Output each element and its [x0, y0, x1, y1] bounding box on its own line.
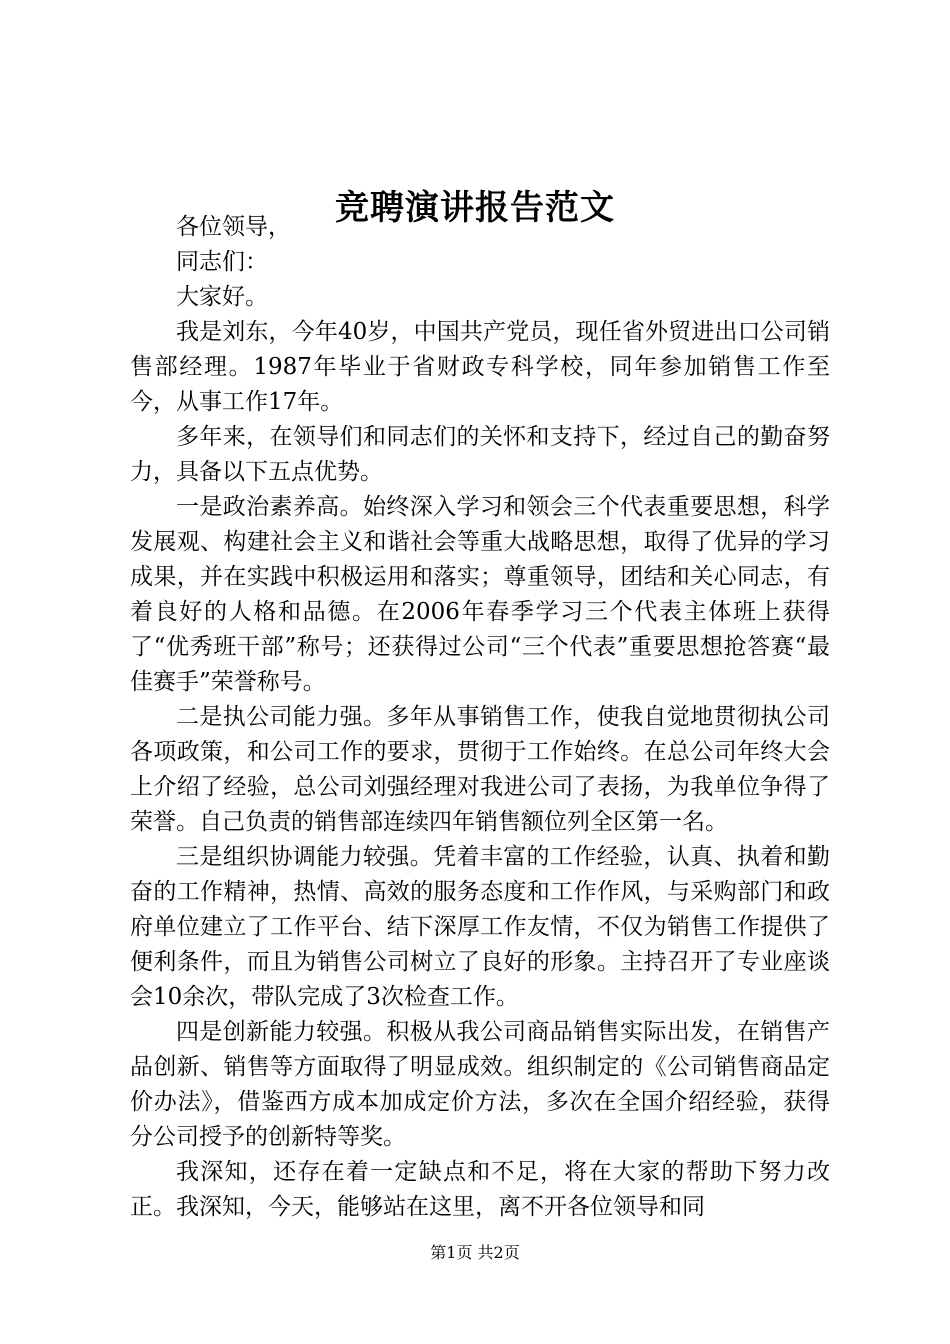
page-number: 第1页 共2页: [430, 1243, 520, 1262]
paragraph-strength-execution: 二是执公司能力强。多年从事销售工作，使我自觉地贯彻执公司各项政策，和公司工作的要求，贯彻于工作始终。在总公司年终大会上介绍了经验，总公司刘强经理对我进公司了表扬，为我单位争得了荣誉。自己负责的销售部连续四年销售额位列全区第一名。: [130, 704, 830, 835]
paragraph-salutation-comrades: 同志们：: [176, 249, 268, 275]
paragraph-strength-coordination: 三是组织协调能力较强。凭着丰富的工作经验，认真、执着和勤奋的工作精神，热情、高效的服务态度和工作作风，与采购部门和政府单位建立了工作平台、结下深厚工作友情，不仅为销售工作提供了便利条件，而且为销售公司树立了良好的形象。主持召开了专业座谈会10余次，带队完成了3次检查工作。: [130, 844, 830, 1010]
document-body: [130, 210, 830, 1225]
document-title: 竞聘演讲报告范文: [335, 188, 615, 228]
paragraph-strength-political: 一是政治素养高。始终深入学习和领会三个代表重要思想，科学发展观、构建社会主义和谐社会等重大战略思想，取得了优异的学习成果，并在实践中积极运用和落实；尊重领导，团结和关心同志，有着良好的人格和品德。在2006年春季学习三个代表主体班上获得了“优秀班干部”称号；还获得过公司“三个代表”重要思想抢答赛“最佳赛手”荣誉称号。: [130, 494, 830, 695]
paragraph-strength-innovation: 四是创新能力较强。积极从我公司商品销售实际出发，在销售产品创新、销售等方面取得了明显成效。组织制定的《公司销售商品定价办法》，借鉴西方成本加成定价方法，多次在全国介绍经验，获得分公司授予的创新特等奖。: [130, 1019, 830, 1150]
paragraph-greeting: 大家好。: [176, 284, 268, 310]
paragraph-self-assessment: 我深知，还存在着一定缺点和不足，将在大家的帮助下努力改正。我深知，今天，能够站在这里，离不开各位领导和同: [130, 1159, 830, 1220]
paragraph-salutation-leaders: 各位领导，: [176, 214, 291, 240]
paragraph-strengths-overview: 多年来，在领导们和同志们的关怀和支持下，经过自己的勤奋努力，具备以下五点优势。: [130, 424, 830, 485]
paragraph-introduction: 我是刘东，今年40岁，中国共产党员，现任省外贸进出口公司销售部经理。1987年毕业于省财政专科学校，同年参加销售工作至今，从事工作17年。: [130, 319, 830, 415]
